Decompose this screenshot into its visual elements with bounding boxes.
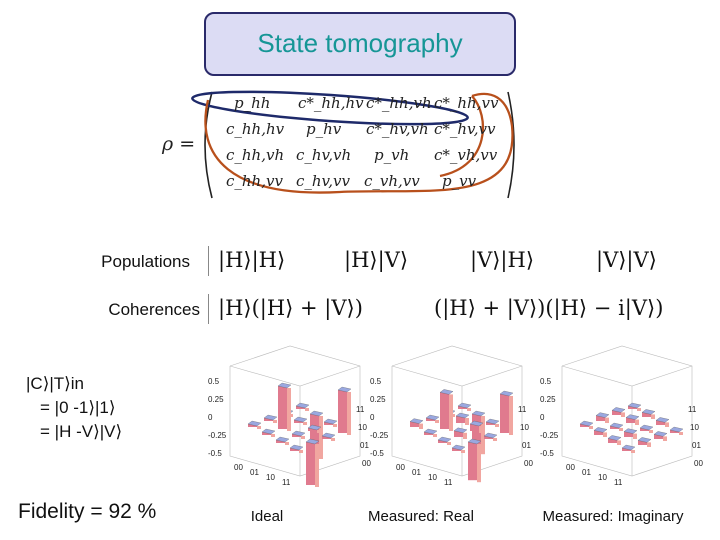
- y-tick-label: 11: [356, 405, 365, 414]
- bar-side: [299, 450, 303, 453]
- state-line-2: = |0 -1⟩|1⟩: [40, 398, 116, 417]
- bar-side: [477, 444, 481, 482]
- bar-side: [603, 432, 607, 437]
- bar-side: [278, 386, 287, 429]
- bar-side: [647, 442, 651, 447]
- bar-side: [500, 394, 509, 433]
- bar-side: [651, 414, 655, 419]
- bar-side: [285, 442, 289, 445]
- bar-side: [649, 430, 653, 433]
- bar-side: [509, 396, 513, 435]
- bar-side: [301, 436, 305, 439]
- x-tick-label: 01: [582, 468, 591, 477]
- y-tick-label: 11: [518, 405, 527, 414]
- coherence-ket: (|H⟩ + |V⟩)(|H⟩ − i|V⟩): [434, 296, 664, 320]
- matrix-cell: c_vh,vv: [364, 172, 420, 190]
- bar-side: [617, 440, 621, 445]
- caption-measured-imaginary: Measured: Imaginary: [542, 508, 684, 525]
- rho-label: ρ =: [162, 133, 196, 155]
- bar-side: [315, 444, 319, 487]
- caption-ideal: Ideal: [250, 508, 284, 525]
- matrix-cell: c*_vh,vv: [434, 146, 498, 164]
- bar-side: [637, 408, 641, 411]
- bar-side: [465, 418, 469, 425]
- x-tick-label: 10: [266, 473, 275, 482]
- y-tick-label: 00: [362, 459, 371, 468]
- coherences-label: Coherences: [108, 300, 200, 319]
- bar-side: [493, 438, 497, 441]
- plot-frame: [562, 346, 692, 476]
- bar-side: [317, 430, 321, 433]
- bar-side: [621, 412, 625, 417]
- bar-side: [333, 424, 337, 427]
- y-tick-label: 00: [524, 459, 533, 468]
- bar-side: [449, 394, 453, 431]
- bar-side: [467, 408, 471, 411]
- y-tick-label: 11: [688, 405, 697, 414]
- matrix-cell: c_hh,hv: [226, 120, 285, 138]
- plot-frame: [392, 366, 522, 386]
- bar-side: [435, 420, 439, 423]
- matrix-cell: p_vv: [442, 172, 477, 190]
- coherences-divider: [208, 294, 209, 324]
- bar-side: [461, 450, 465, 453]
- bar-side: [433, 434, 437, 437]
- bar-side: [447, 442, 451, 445]
- z-tick-label: -0.5: [540, 449, 554, 458]
- bar-side: [468, 442, 477, 480]
- matrix-cell: p_hv: [306, 120, 342, 138]
- population-ket: |H⟩|H⟩: [218, 248, 286, 272]
- matrix-cell: c*_hh,vh: [366, 94, 432, 112]
- population-ket: |V⟩|V⟩: [596, 248, 657, 272]
- matrix-cell: p_hh: [234, 94, 271, 112]
- z-tick-label: -0.5: [208, 449, 222, 458]
- z-tick-label: 0.25: [208, 395, 224, 404]
- x-tick-label: 11: [444, 478, 453, 487]
- x-tick-label: 10: [598, 473, 607, 482]
- bar-side: [481, 416, 485, 454]
- populations-divider: [208, 246, 209, 276]
- bar-side: [495, 424, 499, 427]
- x-tick-label: 01: [250, 468, 259, 477]
- x-tick-label: 10: [428, 473, 437, 482]
- bar-side: [605, 418, 609, 423]
- z-tick-label: 0.5: [208, 377, 220, 386]
- bar-side: [479, 426, 483, 433]
- population-ket: |H⟩|V⟩: [344, 248, 409, 272]
- bar-side: [619, 428, 623, 431]
- caption-measured-real: Measured: Real: [368, 508, 474, 525]
- x-tick-label: 01: [412, 468, 421, 477]
- y-tick-label: 01: [522, 441, 531, 450]
- x-tick-label: 00: [566, 463, 575, 472]
- x-tick-label: 00: [234, 463, 243, 472]
- x-tick-label: 00: [396, 463, 405, 472]
- bar-side: [287, 388, 291, 431]
- bar-side: [257, 426, 261, 429]
- page-title: State tomography: [257, 28, 463, 58]
- bar-side: [347, 392, 351, 435]
- z-tick-label: 0: [540, 413, 545, 422]
- bar-side: [635, 420, 639, 425]
- y-tick-label: 10: [358, 423, 367, 432]
- coherence-ket: |H⟩(|H⟩ + |V⟩): [218, 296, 363, 320]
- matrix-cell: c*_hv,vh: [366, 120, 429, 138]
- matrix-cell: c_hh,vh: [226, 146, 285, 164]
- x-tick-label: 11: [282, 478, 291, 487]
- z-tick-label: -0.25: [370, 431, 389, 440]
- matrix-cell: p_vh: [374, 146, 410, 164]
- y-tick-label: 00: [694, 459, 703, 468]
- x-tick-label: 11: [614, 478, 623, 487]
- plot-frame: [230, 366, 360, 386]
- z-tick-label: 0: [370, 413, 375, 422]
- bar-side: [303, 422, 307, 425]
- z-tick-label: 0.25: [540, 395, 556, 404]
- matrix-cell: c*_hv,vv: [434, 120, 496, 138]
- z-tick-label: -0.5: [370, 449, 384, 458]
- matrix-cell: c*_hh,vv: [434, 94, 499, 112]
- y-tick-label: 10: [520, 423, 529, 432]
- matrix-cell: c*_hh,hv: [298, 94, 364, 112]
- populations-label: Populations: [101, 252, 190, 271]
- matrix-cell: c_hv,vv: [296, 172, 350, 190]
- bar-side: [589, 426, 593, 429]
- bar-side: [679, 432, 683, 435]
- population-ket: |V⟩|H⟩: [470, 248, 535, 272]
- bar-side: [663, 436, 667, 441]
- bar-side: [338, 390, 347, 433]
- y-tick-label: 01: [360, 441, 369, 450]
- bar-side: [419, 424, 423, 429]
- bar-side: [665, 422, 669, 427]
- z-tick-label: -0.25: [540, 431, 559, 440]
- state-line-1: |C⟩|T⟩in: [26, 374, 84, 393]
- plot-frame: [562, 366, 692, 386]
- matrix-cell: c_hv,vh: [296, 146, 352, 164]
- bar-side: [305, 408, 309, 411]
- bar-side: [633, 434, 637, 439]
- bar-side: [331, 438, 335, 441]
- y-tick-label: 01: [692, 441, 701, 450]
- bar-side: [271, 434, 275, 437]
- z-tick-label: 0.25: [370, 395, 386, 404]
- y-tick-label: 10: [690, 423, 699, 432]
- tomography-plots: [170, 336, 710, 506]
- z-tick-label: 0: [208, 413, 213, 422]
- bar-side: [440, 392, 449, 429]
- matrix-cell: c_hh,vv: [226, 172, 283, 190]
- fidelity-text: Fidelity = 92 %: [18, 500, 157, 523]
- z-tick-label: 0.5: [540, 377, 552, 386]
- bar-side: [273, 420, 277, 423]
- z-tick-label: -0.25: [208, 431, 227, 440]
- state-line-3: = |H -V⟩|V⟩: [40, 422, 123, 441]
- bar-side: [463, 433, 467, 439]
- z-tick-label: 0.5: [370, 377, 382, 386]
- bar-side: [631, 450, 635, 453]
- bar-side: [306, 442, 315, 485]
